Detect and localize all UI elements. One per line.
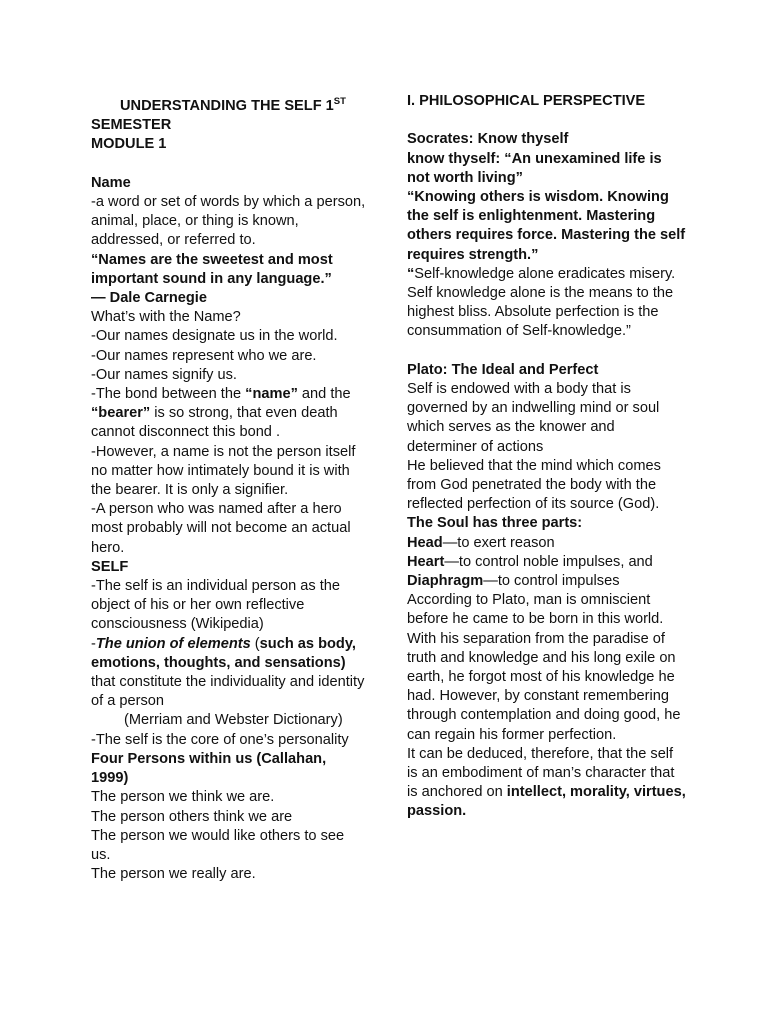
document-title: [91, 92, 367, 116]
name-definition: -a word or set of words by which a person, animal, place, or thing is known, addressed, or referred to.: [91, 194, 366, 249]
deduced-text: It can be deduced, therefore, that the self is an embodiment of man’s character that is anchored on: [407, 745, 675, 801]
left-column: [91, 92, 367, 884]
bond-text-3: is so strong, that even death cannot disconnect this bond .: [91, 405, 338, 441]
self-definition: -The self is an individual person as the object of his or her own reflective consciousness (Wikipedia): [91, 578, 341, 633]
head-desc: —to exert reason: [442, 534, 555, 551]
right-column: [407, 92, 687, 822]
union-dash: -: [91, 635, 96, 652]
bond-paragraph: [91, 385, 367, 443]
title-superscript: ST: [333, 96, 346, 107]
bond-text-1: -The bond between the: [91, 386, 246, 403]
spacer: [407, 342, 687, 361]
bond-bearer-term: “bearer”: [91, 405, 151, 422]
self-knowledge-text: Self-knowledge alone eradicates misery. Self knowledge alone is the means to the highest bliss. Absolute perfection is the consummation of Self-knowledge.”: [407, 265, 676, 340]
union-term: The union of elements: [95, 635, 251, 652]
self-knowledge-quote: [407, 265, 687, 342]
four-persons-4: The person we really are.: [91, 866, 256, 883]
four-persons-2: The person others think we are: [91, 808, 293, 825]
name-point-1: -Our names designate us in the world.: [91, 328, 338, 345]
four-persons-1: The person we think we are.: [91, 789, 275, 806]
soul-part-heart: [407, 553, 687, 572]
name-point-2: -Our names represent who we are.: [91, 347, 317, 364]
diaphragm-term: Diaphragm: [407, 573, 484, 590]
soul-parts-heading: The Soul has three parts:: [407, 515, 583, 532]
soul-part-head: [407, 534, 687, 553]
deduced-paragraph: [407, 745, 687, 822]
however-paragraph: -However, a name is not the person itself no matter how intimately bound it is with the bearer. It is only a signifier.: [91, 443, 356, 499]
quote-mark: “: [407, 265, 415, 282]
union-elements: such as body, emotions, thoughts, and sensations): [91, 635, 356, 671]
socrates-heading: Socrates: Know thyself: [407, 131, 569, 148]
carnegie-quote: “Names are the sweetest and most important sound in any language.”: [91, 251, 333, 287]
self-core: -The self is the core of one’s personality: [91, 731, 349, 748]
merriam-citation: (Merriam and Webster Dictionary): [124, 712, 343, 729]
philosophical-heading: I. PHILOSOPHICAL PERSPECTIVE: [407, 93, 646, 109]
knowing-others-quote: “Knowing others is wisdom. Knowing the self is enlightenment. Mastering others requires force. Mastering the self requires strength.”: [407, 189, 686, 263]
hero-paragraph: -A person who was named after a hero most probably will not become an actual hero.: [91, 501, 351, 556]
heart-desc: —to control noble impulses, and: [444, 553, 653, 570]
soul-part-diaphragm: [407, 572, 687, 591]
title-text: UNDERSTANDING THE SELF 1: [120, 98, 334, 114]
self-heading: SELF: [91, 558, 129, 575]
believed-paragraph: He believed that the mind which comes from God penetrated the body with the reflected perfection of its source (God).: [407, 457, 661, 513]
four-persons-3: The person we would like others to see us.: [91, 827, 345, 863]
bond-text-2: and the: [297, 386, 351, 403]
four-persons-heading: Four Persons within us (Callahan, 1999): [91, 750, 327, 787]
union-paragraph: [91, 635, 367, 712]
diaphragm-desc: —to control impulses: [483, 573, 620, 590]
spacer: [407, 111, 687, 130]
name-heading: Name: [91, 174, 131, 191]
whats-with-name: What’s with the Name?: [91, 309, 241, 326]
deduced-virtues: intellect, morality, virtues, passion.: [407, 784, 686, 820]
module-label: MODULE 1: [91, 136, 167, 153]
heart-term: Heart: [407, 553, 445, 570]
plato-self-paragraph: Self is endowed with a body that is governed by an indwelling mind or soul which serves as the knower and determiner of actions: [407, 381, 660, 455]
union-paren: (: [250, 635, 260, 652]
head-term: Head: [407, 534, 443, 551]
name-point-3: -Our names signify us.: [91, 366, 237, 383]
bond-name-term: “name”: [245, 386, 298, 403]
title-line-2: SEMESTER: [91, 117, 172, 134]
plato-heading: Plato: The Ideal and Perfect: [407, 361, 599, 378]
spacer: [91, 155, 367, 174]
quote-author: — Dale Carnegie: [91, 290, 207, 307]
union-rest: that constitute the individuality and identity of a person: [91, 674, 365, 710]
according-paragraph: According to Plato, man is omniscient before he came to be born in this world. With his separation from the paradise of truth and knowledge and his long exile on earth, he forgot most of his knowledge he had. However, by constant remembering through contemplation and doing good, he can regain his former perfection.: [407, 592, 681, 743]
know-thyself-quote: know thyself: “An unexamined life is not worth living”: [407, 150, 662, 186]
